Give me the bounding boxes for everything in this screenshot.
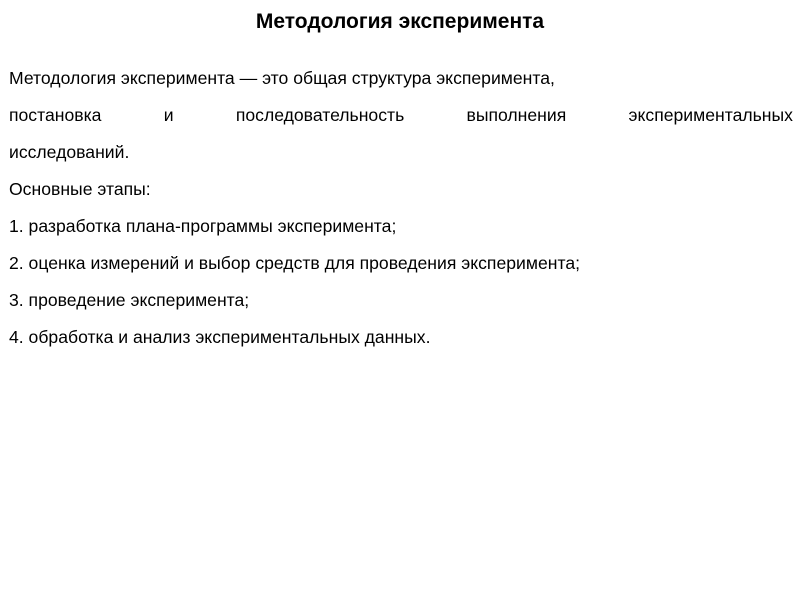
stage-item-1: 1. разработка плана-программы эксперимента; <box>9 216 397 236</box>
definition-word: экспериментальных <box>628 105 793 125</box>
stage-item-4: 4. обработка и анализ экспериментальных данных. <box>9 327 431 347</box>
stage-item-2: 2. оценка измерений и выбор средств для проведения эксперимента; <box>9 253 580 273</box>
definition-word: и <box>163 105 174 125</box>
definition-line-1: Методология эксперимента — это общая структура эксперимента, <box>9 68 555 88</box>
stage-item-3: 3. проведение эксперимента; <box>9 290 250 310</box>
slide-title: Методология эксперимента <box>255 10 545 33</box>
definition-word: последовательность <box>235 105 405 125</box>
stages-heading: Основные этапы: <box>9 179 151 199</box>
definition-word: постановка <box>9 105 102 125</box>
definition-line-2 <box>9 102 793 139</box>
definition-line-3: исследований. <box>9 142 130 162</box>
definition-word: выполнения <box>466 105 567 125</box>
slide-body <box>9 65 793 361</box>
